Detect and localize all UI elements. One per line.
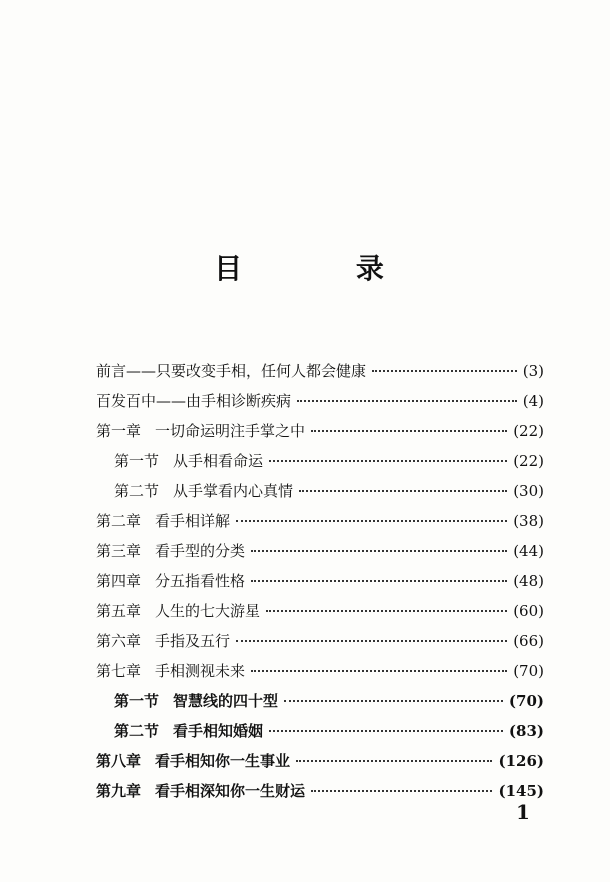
toc-entry-title: 从手相看命运 [173,452,264,470]
page-title: 目 录 [214,251,436,285]
toc-entry-label [96,660,245,681]
dot-leader [236,520,507,522]
toc-entry-number: 第二节 [114,722,160,740]
toc-entry [96,480,544,510]
toc-entry-label [114,480,293,501]
toc-entry-page: (145) [498,782,544,800]
dot-leader [266,610,507,612]
toc-entry-page: (4) [522,392,544,410]
toc-entry-label [96,750,290,771]
toc-entry-label [96,780,305,801]
toc-entry-title: 百发百中——由手相诊断疾病 [96,392,292,410]
toc-entry-page: (38) [513,512,544,530]
dot-leader [269,460,507,462]
toc-entry-number: 第四章 [96,572,142,590]
page-number: 1 [516,800,530,824]
toc-entry-label [114,720,263,741]
toc-entry [96,450,544,480]
toc-entry-title: 前言——只要改变手相，任何人都会健康 [96,362,367,380]
toc-entry-title: 看手相知婚姻 [173,722,264,740]
toc-entry-page: (30) [513,482,544,500]
toc-entry-page: (3) [522,362,544,380]
toc-entry-label [96,360,366,381]
toc-entry-number: 第二章 [96,512,142,530]
toc-entry-title: 看手型的分类 [155,542,246,560]
toc-entry [96,570,544,600]
toc-entry-title: 智慧线的四十型 [173,692,279,710]
toc-entry-title: 手指及五行 [155,632,231,650]
toc-entry [96,720,544,750]
table-of-contents [96,360,544,810]
toc-entry-number: 第一节 [114,452,160,470]
toc-entry-number: 第八章 [96,752,142,770]
toc-entry [96,360,544,390]
dot-leader [311,430,507,432]
toc-entry-title: 人生的七大游星 [155,602,261,620]
dot-leader [372,370,517,372]
toc-entry [96,660,544,690]
toc-entry-page: (70) [513,662,544,680]
toc-entry [96,690,544,720]
toc-entry-page: (70) [508,692,544,710]
toc-entry [96,780,544,810]
toc-entry-number: 第一节 [114,692,160,710]
toc-entry-title: 分五指看性格 [155,572,246,590]
toc-entry-page: (126) [498,752,544,770]
dot-leader [236,640,507,642]
toc-entry-page: (22) [513,422,544,440]
toc-entry-page: (83) [508,722,544,740]
toc-entry-title: 看手相详解 [155,512,231,530]
toc-entry-page: (66) [513,632,544,650]
toc-entry-page: (44) [513,542,544,560]
dot-leader [284,700,503,702]
dot-leader [269,730,503,732]
toc-entry-title: 一切命运明注手掌之中 [155,422,306,440]
toc-entry-page: (22) [513,452,544,470]
toc-entry-label [96,420,305,441]
dot-leader [311,790,492,792]
dot-leader [296,760,492,762]
toc-entry [96,510,544,540]
toc-entry-title: 手相测视未来 [155,662,246,680]
toc-entry-title: 看手相深知你一生财运 [155,782,306,800]
toc-entry [96,390,544,420]
dot-leader [251,580,507,582]
toc-entry [96,540,544,570]
toc-entry-number: 第一章 [96,422,142,440]
toc-entry [96,630,544,660]
dot-leader [297,400,517,402]
toc-entry-number: 第二节 [114,482,160,500]
toc-entry-label [96,390,291,411]
toc-entry-page: (48) [513,572,544,590]
toc-entry-page: (60) [513,602,544,620]
toc-entry [96,600,544,630]
toc-entry-label [96,510,230,531]
dot-leader [299,490,507,492]
toc-entry [96,420,544,450]
toc-entry-number: 第六章 [96,632,142,650]
toc-entry-title: 从手掌看内心真情 [173,482,294,500]
toc-entry-number: 第三章 [96,542,142,560]
toc-entry-title: 看手相知你一生事业 [155,752,291,770]
toc-entry-label [96,570,245,591]
toc-entry-label [114,690,278,711]
toc-entry-number: 第九章 [96,782,142,800]
toc-entry-label [96,540,245,561]
toc-entry-label [96,630,230,651]
dot-leader [251,670,507,672]
toc-entry-label [96,600,260,621]
toc-entry [96,750,544,780]
toc-entry-number: 第五章 [96,602,142,620]
toc-entry-label [114,450,263,471]
dot-leader [251,550,507,552]
toc-entry-number: 第七章 [96,662,142,680]
